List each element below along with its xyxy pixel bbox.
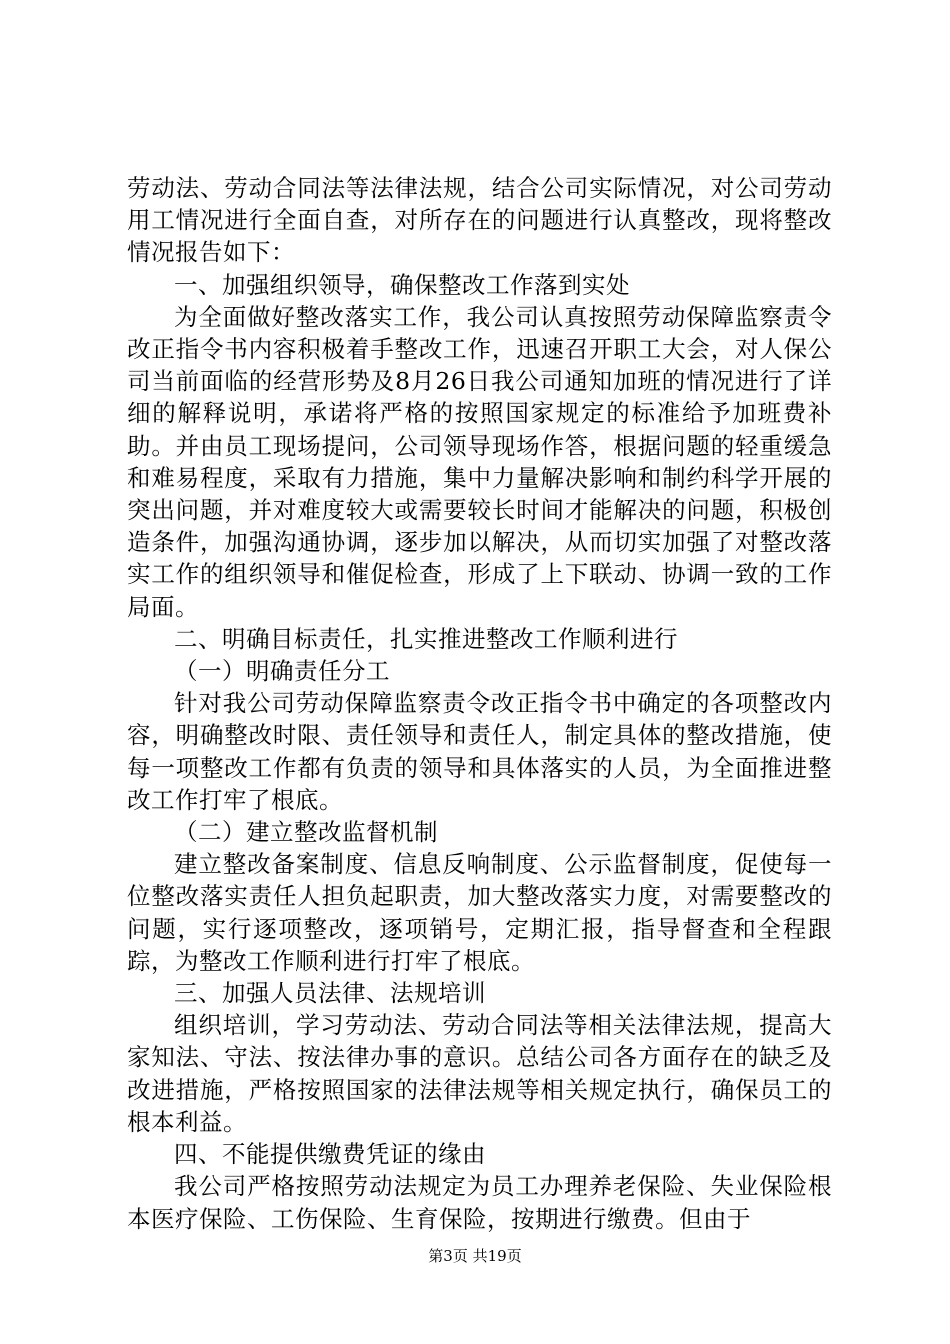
- paragraph: 建立整改备案制度、信息反响制度、公示监督制度，促使每一位整改落实责任人担负起职责，加大整改落实力度，对需要整改的问题，实行逐项整改，逐项销号，定期汇报，指导督查和全程跟踪，为整改工作顺利进行打牢了根底。: [127, 850, 832, 975]
- section-heading: 二、明确目标责任，扎实推进整改工作顺利进行: [174, 624, 678, 653]
- page-number-footer: 第3页 共19页: [428, 1247, 522, 1265]
- section-heading: 一、加强组织领导，确保整改工作落到实处: [174, 270, 630, 299]
- section-heading: 三、加强人员法律、法规培训: [174, 979, 486, 1008]
- paragraph: 为全面做好整改落实工作，我公司认真按照劳动保障监察责令改正指令书内容积极着手整改工作，迅速召开职工大会，对人保公司当前面临的经营形势及8月26日我公司通知加班的情况进行了详细的解释说明，承诺将严格的按照国家规定的标准给予加班费补助。并由员工现场提问，公司领导现场作答，根据问题的轻重缓急和难易程度，采取有力措施，集中力量解决影响和制约科学开展的突出问题，并对难度较大或需要较长时间才能解决的问题，积极创造条件，加强沟通协调，逐步加以解决，从而切实加强了对整改落实工作的组织领导和催促检查，形成了上下联动、协调一致的工作局面。: [127, 302, 832, 621]
- section-heading: 四、不能提供缴费凭证的缘由: [174, 1140, 486, 1169]
- subsection-heading: （一）明确责任分工: [174, 657, 390, 686]
- paragraph: 劳动法、劳动合同法等法律法规，结合公司实际情况，对公司劳动用工情况进行全面自查，对所存在的问题进行认真整改，现将整改情况报告如下：: [127, 174, 832, 267]
- paragraph: 我公司严格按照劳动法规定为员工办理养老保险、失业保险根本医疗保险、工伤保险、生育保险，按期进行缴费。但由于: [127, 1172, 832, 1233]
- paragraph: 组织培训，学习劳动法、劳动合同法等相关法律法规，提高大家知法、守法、按法律办事的意识。总结公司各方面存在的缺乏及改进措施，严格按照国家的法律法规等相关规定执行，确保员工的根本利益。: [127, 1011, 832, 1136]
- subsection-heading: （二）建立整改监督机制: [174, 818, 438, 847]
- paragraph: 针对我公司劳动保障监察责令改正指令书中确定的各项整改内容，明确整改时限、责任领导和责任人，制定具体的整改措施，使每一项整改工作都有负责的领导和具体落实的人员，为全面推进整改工作打牢了根底。: [127, 689, 832, 814]
- document-body: [127, 172, 832, 1235]
